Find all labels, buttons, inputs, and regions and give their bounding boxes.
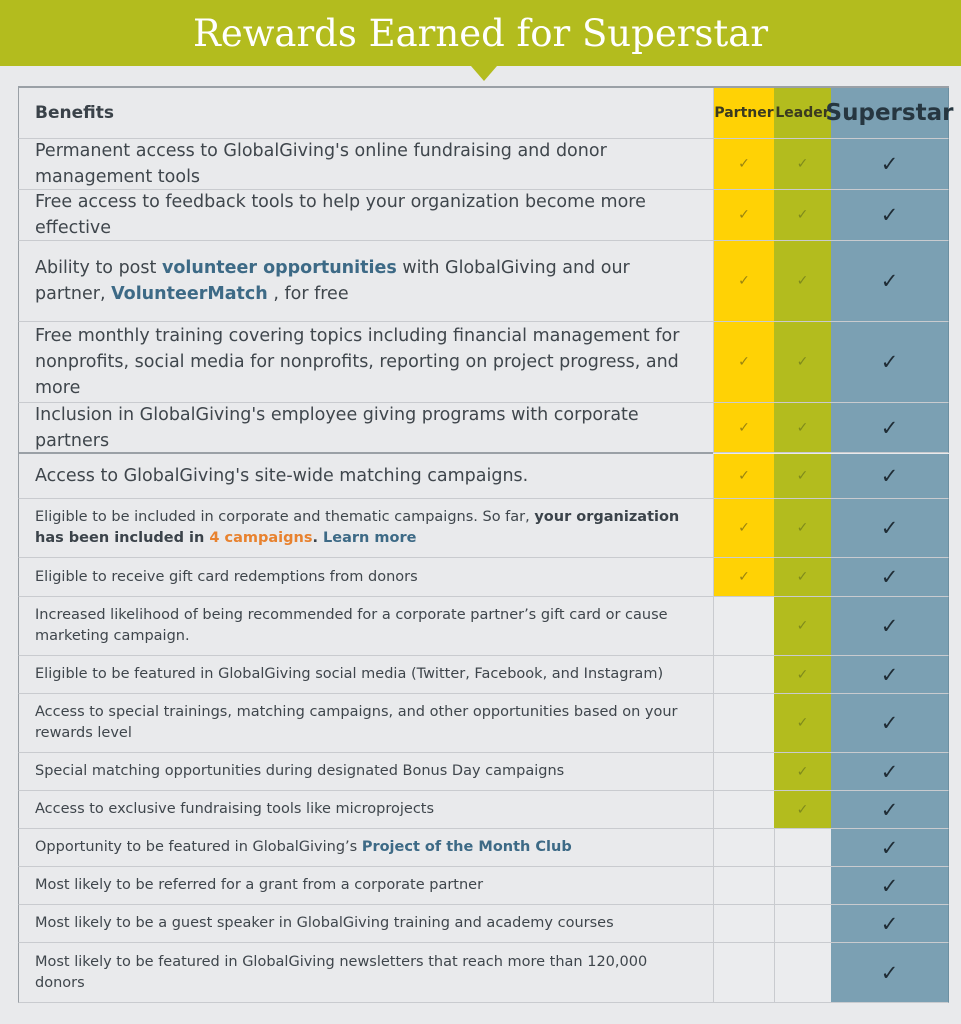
superstar-check-icon: ✓ bbox=[880, 614, 899, 638]
superstar-check-icon: ✓ bbox=[880, 203, 899, 227]
benefit-text: Increased likelihood of being recommended for a corporate partner’s gift card or cause marketing campaign. bbox=[35, 607, 668, 644]
superstar-cell bbox=[831, 867, 949, 905]
superstar-check-icon: ✓ bbox=[880, 873, 899, 898]
benefit-text: Opportunity to be featured in GlobalGiving’s Project of the Month Club bbox=[35, 839, 572, 855]
benefit-text: Eligible to receive gift card redemptions from donors bbox=[35, 568, 418, 585]
leader-cell bbox=[774, 694, 831, 753]
superstar-cell bbox=[831, 791, 949, 829]
superstar-check-icon: ✓ bbox=[880, 350, 899, 374]
leader-empty-cell bbox=[774, 867, 831, 905]
leader-check-icon: ✓ bbox=[796, 715, 809, 731]
leader-empty-cell bbox=[774, 943, 831, 1003]
partner-cell bbox=[713, 241, 774, 322]
partner-empty-cell bbox=[713, 597, 774, 656]
superstar-check-icon: ✓ bbox=[880, 960, 899, 985]
benefit-text: Ability to post volunteer opportunities with GlobalGiving and our partner, VolunteerMatch , for free bbox=[35, 258, 630, 304]
benefit-row bbox=[18, 943, 713, 1003]
leader-check-icon: ✓ bbox=[796, 618, 809, 634]
partner-empty-cell bbox=[713, 791, 774, 829]
partner-empty-cell bbox=[713, 694, 774, 753]
benefit-row bbox=[18, 499, 713, 558]
superstar-check-icon: ✓ bbox=[880, 662, 899, 687]
benefit-row bbox=[18, 241, 713, 322]
superstar-check-icon: ✓ bbox=[880, 415, 899, 440]
benefit-text: Access to GlobalGiving's site-wide matching campaigns. bbox=[35, 466, 529, 486]
leader-cell bbox=[774, 558, 831, 597]
banner-pointer bbox=[471, 66, 497, 81]
learn-more-link[interactable]: Learn more bbox=[317, 530, 417, 546]
benefit-row bbox=[18, 694, 713, 753]
benefit-text: Inclusion in GlobalGiving's employee giving programs with corporate partners bbox=[35, 404, 639, 451]
partner-cell bbox=[713, 190, 774, 241]
partner-empty-cell bbox=[713, 943, 774, 1003]
header-benefits bbox=[18, 88, 713, 139]
leader-cell bbox=[774, 190, 831, 241]
superstar-cell bbox=[831, 558, 949, 597]
partner-cell bbox=[713, 139, 774, 190]
leader-cell bbox=[774, 656, 831, 694]
benefit-text: Eligible to be featured in GlobalGiving social media (Twitter, Facebook, and Instagram) bbox=[35, 666, 664, 682]
benefit-row bbox=[18, 454, 713, 499]
partner-check-icon: ✓ bbox=[738, 207, 750, 223]
leader-check-icon: ✓ bbox=[796, 569, 809, 585]
leader-check-icon: ✓ bbox=[796, 354, 809, 370]
partner-check-icon: ✓ bbox=[738, 419, 750, 436]
header-partner bbox=[713, 88, 774, 139]
partner-empty-cell bbox=[713, 829, 774, 867]
partner-cell bbox=[713, 499, 774, 558]
benefit-text: Access to special trainings, matching campaigns, and other opportunities based on your rewards level bbox=[35, 704, 678, 741]
title-banner bbox=[0, 0, 961, 66]
partner-check-icon: ✓ bbox=[738, 569, 750, 585]
leader-check-icon: ✓ bbox=[796, 419, 809, 436]
partner-cell bbox=[713, 558, 774, 597]
superstar-cell bbox=[831, 241, 949, 322]
superstar-check-icon: ✓ bbox=[880, 911, 899, 936]
campaign-count: 4 campaigns bbox=[209, 530, 313, 546]
benefit-row bbox=[18, 656, 713, 694]
superstar-check-icon: ✓ bbox=[880, 835, 899, 860]
leader-cell bbox=[774, 322, 831, 403]
benefit-row bbox=[18, 558, 713, 597]
leader-check-icon: ✓ bbox=[796, 468, 809, 484]
superstar-cell bbox=[831, 454, 949, 499]
rewards-table bbox=[18, 86, 954, 1003]
partner-check-icon: ✓ bbox=[738, 468, 750, 484]
superstar-check-icon: ✓ bbox=[880, 152, 899, 176]
partner-check-icon: ✓ bbox=[738, 156, 750, 172]
benefit-row bbox=[18, 905, 713, 943]
superstar-check-icon: ✓ bbox=[880, 797, 899, 822]
superstar-cell bbox=[831, 694, 949, 753]
leader-cell bbox=[774, 791, 831, 829]
partner-empty-cell bbox=[713, 867, 774, 905]
benefit-row bbox=[18, 829, 713, 867]
benefit-text: Most likely to be a guest speaker in GlobalGiving training and academy courses bbox=[35, 915, 614, 931]
leader-check-icon: ✓ bbox=[796, 156, 809, 172]
benefit-row bbox=[18, 867, 713, 905]
partner-empty-cell bbox=[713, 753, 774, 791]
superstar-check-icon: ✓ bbox=[880, 516, 899, 540]
leader-cell bbox=[774, 403, 831, 453]
leader-check-icon: ✓ bbox=[796, 207, 809, 223]
partner-check-icon: ✓ bbox=[738, 354, 750, 370]
superstar-cell bbox=[831, 829, 949, 867]
leader-empty-cell bbox=[774, 829, 831, 867]
superstar-cell bbox=[831, 403, 949, 453]
superstar-check-icon: ✓ bbox=[880, 759, 899, 784]
partner-empty-cell bbox=[713, 905, 774, 943]
partner-empty-cell bbox=[713, 656, 774, 694]
header-partner-label: Partner bbox=[714, 105, 774, 121]
leader-empty-cell bbox=[774, 905, 831, 943]
partner-cell bbox=[713, 322, 774, 403]
benefit-text: Permanent access to GlobalGiving's online fundraising and donor management tools bbox=[35, 141, 607, 187]
leader-check-icon: ✓ bbox=[796, 273, 809, 289]
benefit-row bbox=[18, 791, 713, 829]
benefit-row bbox=[18, 190, 713, 241]
partner-cell bbox=[713, 454, 774, 499]
benefit-row bbox=[18, 322, 713, 403]
benefit-text: Most likely to be featured in GlobalGiving newsletters that reach more than 120,000 donors bbox=[35, 953, 648, 991]
volunteermatch-link[interactable]: VolunteerMatch bbox=[111, 284, 268, 304]
partner-cell bbox=[713, 403, 774, 453]
superstar-cell bbox=[831, 943, 949, 1003]
header-superstar-label: Superstar bbox=[825, 100, 954, 126]
leader-cell bbox=[774, 597, 831, 656]
header-leader-label: Leader bbox=[775, 105, 830, 121]
leader-cell bbox=[774, 753, 831, 791]
superstar-check-icon: ✓ bbox=[880, 269, 899, 293]
leader-check-icon: ✓ bbox=[796, 801, 809, 818]
superstar-cell bbox=[831, 905, 949, 943]
benefit-row bbox=[18, 403, 713, 453]
superstar-check-icon: ✓ bbox=[880, 565, 899, 589]
leader-cell bbox=[774, 454, 831, 499]
header-superstar bbox=[825, 88, 954, 139]
page-title: Rewards Earned for Superstar bbox=[193, 11, 768, 55]
superstar-check-icon: ✓ bbox=[880, 711, 899, 735]
leader-check-icon: ✓ bbox=[796, 763, 809, 780]
benefit-text: Most likely to be referred for a grant from a corporate partner bbox=[35, 877, 484, 893]
benefit-text: Free access to feedback tools to help your organization become more effective bbox=[35, 192, 646, 238]
benefit-text: Free monthly training covering topics including financial management for nonprofits, social media for nonprofits, reporting on project progress, and more bbox=[35, 326, 680, 398]
volunteer-opportunities-link[interactable]: volunteer opportunities bbox=[161, 258, 397, 278]
benefit-row bbox=[18, 597, 713, 656]
leader-cell bbox=[774, 241, 831, 322]
superstar-cell bbox=[831, 139, 949, 190]
superstar-check-icon: ✓ bbox=[880, 464, 899, 488]
leader-check-icon: ✓ bbox=[796, 520, 809, 536]
project-of-the-month-link[interactable]: Project of the Month Club bbox=[361, 839, 572, 855]
superstar-cell bbox=[831, 597, 949, 656]
leader-cell bbox=[774, 499, 831, 558]
header-benefits-label: Benefits bbox=[35, 103, 114, 123]
benefit-text: Eligible to be included in corporate and thematic campaigns. So far, your organization has been included in 4 campaigns. Learn more bbox=[35, 509, 680, 546]
superstar-cell bbox=[831, 753, 949, 791]
benefit-text: Access to exclusive fundraising tools like microprojects bbox=[35, 801, 435, 817]
leader-check-icon: ✓ bbox=[796, 666, 809, 683]
partner-check-icon: ✓ bbox=[738, 520, 750, 536]
superstar-cell bbox=[831, 656, 949, 694]
superstar-cell bbox=[831, 322, 949, 403]
benefit-text: Special matching opportunities during designated Bonus Day campaigns bbox=[35, 763, 565, 779]
superstar-cell bbox=[831, 190, 949, 241]
benefit-row bbox=[18, 753, 713, 791]
header-leader bbox=[774, 88, 831, 139]
benefit-row bbox=[18, 139, 713, 190]
leader-cell bbox=[774, 139, 831, 190]
partner-check-icon: ✓ bbox=[738, 273, 750, 289]
superstar-cell bbox=[831, 499, 949, 558]
